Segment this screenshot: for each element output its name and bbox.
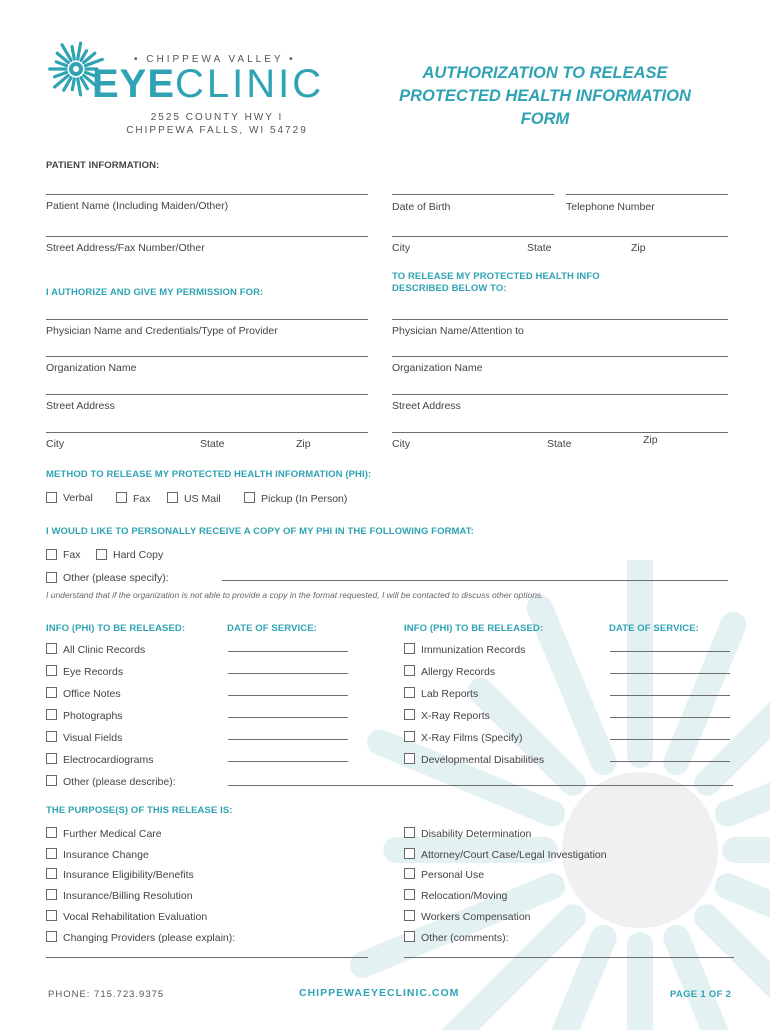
info-item-date-line[interactable] [228, 785, 733, 786]
info-item-date-line[interactable] [610, 673, 730, 674]
info-item-checkbox[interactable] [404, 753, 415, 764]
purpose-item-checkbox[interactable] [46, 910, 57, 921]
info-item-date-line[interactable] [228, 761, 348, 762]
purpose-item-checkbox[interactable] [404, 889, 415, 900]
info-item-date-line[interactable] [228, 739, 348, 740]
dob-label: Date of Birth [392, 201, 451, 213]
info-item-checkbox[interactable] [404, 665, 415, 676]
copy-hardcopy-label: Hard Copy [113, 549, 164, 561]
clinic-address-line2: CHIPPEWA FALLS, WI 54729 [126, 125, 308, 136]
info-item-label: Visual Fields [63, 732, 123, 744]
from-city-line[interactable] [46, 432, 368, 433]
to-street-label: Street Address [392, 400, 461, 412]
form-title-line1: AUTHORIZATION TO RELEASE [422, 64, 668, 82]
telephone-line[interactable] [566, 194, 728, 195]
info-item-checkbox[interactable] [46, 643, 57, 654]
purpose-heading: THE PURPOSE(S) OF THIS RELEASE IS: [46, 805, 233, 816]
purpose-item-checkbox[interactable] [404, 868, 415, 879]
dob-line[interactable] [392, 194, 554, 195]
to-city-line[interactable] [392, 432, 728, 433]
method-heading: METHOD TO RELEASE MY PROTECTED HEALTH INFORMATION (PHI): [46, 469, 372, 480]
info-item-label: Office Notes [63, 688, 121, 700]
copy-fax-checkbox[interactable] [46, 549, 57, 560]
info-item-checkbox[interactable] [46, 753, 57, 764]
method-verbal-checkbox[interactable] [46, 492, 57, 503]
copy-format-heading: I WOULD LIKE TO PERSONALLY RECEIVE A COPY OF MY PHI IN THE FOLLOWING FORMAT: [46, 526, 474, 537]
info-item-label: X-Ray Films (Specify) [421, 732, 523, 744]
purpose-item-label: Relocation/Moving [421, 890, 508, 903]
info-item-label: Photographs [63, 710, 123, 722]
purpose-item-checkbox[interactable] [404, 848, 415, 859]
info-item-checkbox[interactable] [404, 687, 415, 698]
info-item-checkbox[interactable] [404, 731, 415, 742]
copy-other-line[interactable] [222, 580, 728, 581]
method-pickup-checkbox[interactable] [244, 492, 255, 503]
patient-state-label: State [527, 242, 552, 254]
patient-info-heading: PATIENT INFORMATION: [46, 160, 160, 171]
purpose-item-label: Insurance/Billing Resolution [63, 890, 193, 903]
info-item-checkbox[interactable] [46, 731, 57, 742]
date-left-heading: DATE OF SERVICE: [227, 623, 317, 634]
info-item-date-line[interactable] [610, 717, 730, 718]
info-item-checkbox[interactable] [46, 687, 57, 698]
telephone-label: Telephone Number [566, 201, 655, 213]
to-city-label: City [392, 438, 411, 450]
info-item-date-line[interactable] [228, 695, 348, 696]
to-org-label: Organization Name [392, 362, 483, 374]
info-item-checkbox[interactable] [46, 709, 57, 720]
clinic-logo-text [92, 62, 324, 106]
purpose-item-checkbox[interactable] [404, 910, 415, 921]
purpose-item-checkbox[interactable] [404, 931, 415, 942]
method-fax-checkbox[interactable] [116, 492, 127, 503]
copy-other-checkbox[interactable] [46, 572, 57, 583]
other-comments-line[interactable] [404, 957, 734, 958]
info-item-date-line[interactable] [228, 651, 348, 652]
purpose-item-checkbox[interactable] [404, 827, 415, 838]
info-item-date-line[interactable] [228, 717, 348, 718]
info-item-label: All Clinic Records [63, 644, 146, 656]
clinic-eye-text: EYE [92, 62, 176, 106]
patient-name-line[interactable] [46, 194, 368, 195]
copy-other-label: Other (please specify): [63, 572, 169, 584]
purpose-item-label: Insurance Eligibility/Benefits [63, 869, 194, 882]
info-item-date-line[interactable] [610, 695, 730, 696]
from-state-label: State [200, 438, 225, 450]
changing-providers-line[interactable] [46, 957, 368, 958]
from-street-label: Street Address [46, 400, 115, 412]
info-left-heading: INFO (PHI) TO BE RELEASED: [46, 623, 186, 634]
patient-city-label: City [392, 242, 411, 254]
patient-city-line[interactable] [392, 236, 728, 237]
patient-name-label: Patient Name (Including Maiden/Other) [46, 200, 229, 212]
form-title-line3: FORM [520, 110, 570, 128]
info-item-date-line[interactable] [610, 739, 730, 740]
info-item-label: Developmental Disabilities [421, 754, 545, 766]
release-to-heading-line2: DESCRIBED BELOW TO: [392, 283, 507, 294]
purpose-item-checkbox[interactable] [46, 827, 57, 838]
footer-phone: PHONE: 715.723.9375 [48, 989, 165, 1000]
purpose-item-checkbox[interactable] [46, 848, 57, 859]
method-usmail-label: US Mail [184, 493, 221, 505]
info-item-date-line[interactable] [610, 651, 730, 652]
patient-street-label: Street Address/Fax Number/Other [46, 242, 205, 254]
purpose-item-label: Further Medical Care [63, 828, 162, 840]
method-fax-label: Fax [133, 493, 151, 505]
sunburst-watermark-icon [330, 560, 770, 1030]
purpose-item-label: Changing Providers (please explain): [63, 931, 236, 944]
purpose-item-label: Vocal Rehabilitation Evaluation [63, 910, 208, 923]
to-physician-line[interactable] [392, 319, 728, 320]
purpose-item-label: Personal Use [421, 869, 485, 882]
copy-format-note: I understand that if the organization is not able to provide a copy in the format requested, I will be contacted to discuss other options. [46, 590, 544, 600]
from-org-line[interactable] [46, 356, 368, 357]
clinic-clinic-text: CLINIC [175, 62, 325, 106]
form-title [360, 62, 730, 131]
info-item-checkbox[interactable] [46, 665, 57, 676]
from-org-label: Organization Name [46, 362, 137, 374]
purpose-item-label: Disability Determination [421, 828, 532, 840]
info-item-label: Eye Records [63, 666, 124, 678]
info-item-label: X-Ray Reports [421, 710, 490, 722]
copy-hardcopy-checkbox[interactable] [96, 549, 107, 560]
from-physician-label: Physician Name and Credentials/Type of Provider [46, 325, 278, 337]
purpose-item-checkbox[interactable] [46, 931, 57, 942]
from-city-label: City [46, 438, 65, 450]
info-item-label: Lab Reports [421, 688, 479, 700]
date-right-heading: DATE OF SERVICE: [609, 623, 699, 634]
copy-fax-label: Fax [63, 549, 81, 561]
to-physician-label: Physician Name/Attention to [392, 325, 524, 337]
clinic-address-line1: 2525 COUNTY HWY I [150, 112, 284, 123]
purpose-item-label: Other (comments): [421, 931, 509, 944]
from-street-line[interactable] [46, 394, 368, 395]
clinic-name-top: • CHIPPEWA VALLEY • [134, 54, 296, 65]
purpose-item-checkbox[interactable] [46, 868, 57, 879]
footer-website[interactable]: CHIPPEWAEYECLINIC.COM [299, 987, 460, 999]
info-item-label: Immunization Records [421, 644, 526, 656]
footer-page-number: PAGE 1 OF 2 [670, 989, 732, 1000]
purpose-item-label: Workers Compensation [421, 910, 531, 923]
to-street-line[interactable] [392, 394, 728, 395]
info-item-date-line[interactable] [228, 673, 348, 674]
method-pickup-label: Pickup (In Person) [261, 493, 348, 505]
purpose-item-label: Insurance Change [63, 848, 149, 861]
form-title-line2: PROTECTED HEALTH INFORMATION [399, 87, 691, 105]
release-to-heading-line1: TO RELEASE MY PROTECTED HEALTH INFO [392, 271, 600, 282]
info-item-date-line[interactable] [610, 761, 730, 762]
to-zip-label: Zip [643, 434, 658, 446]
method-usmail-checkbox[interactable] [167, 492, 178, 503]
patient-zip-label: Zip [631, 242, 646, 254]
method-verbal-label: Verbal [63, 492, 93, 504]
purpose-item-checkbox[interactable] [46, 889, 57, 900]
info-item-checkbox[interactable] [404, 709, 415, 720]
info-item-checkbox[interactable] [46, 775, 57, 786]
authorize-heading: I AUTHORIZE AND GIVE MY PERMISSION FOR: [46, 287, 264, 298]
to-org-line[interactable] [392, 356, 728, 357]
to-state-label: State [547, 438, 572, 450]
info-right-heading: INFO (PHI) TO BE RELEASED: [404, 623, 544, 634]
info-item-label: Other (please describe): [63, 776, 176, 788]
purpose-item-label: Attorney/Court Case/Legal Investigation [421, 848, 607, 861]
patient-street-line[interactable] [46, 236, 368, 237]
info-item-checkbox[interactable] [404, 643, 415, 654]
from-physician-line[interactable] [46, 319, 368, 320]
info-item-label: Allergy Records [421, 666, 496, 678]
from-zip-label: Zip [296, 438, 311, 450]
info-item-label: Electrocardiograms [63, 754, 154, 766]
